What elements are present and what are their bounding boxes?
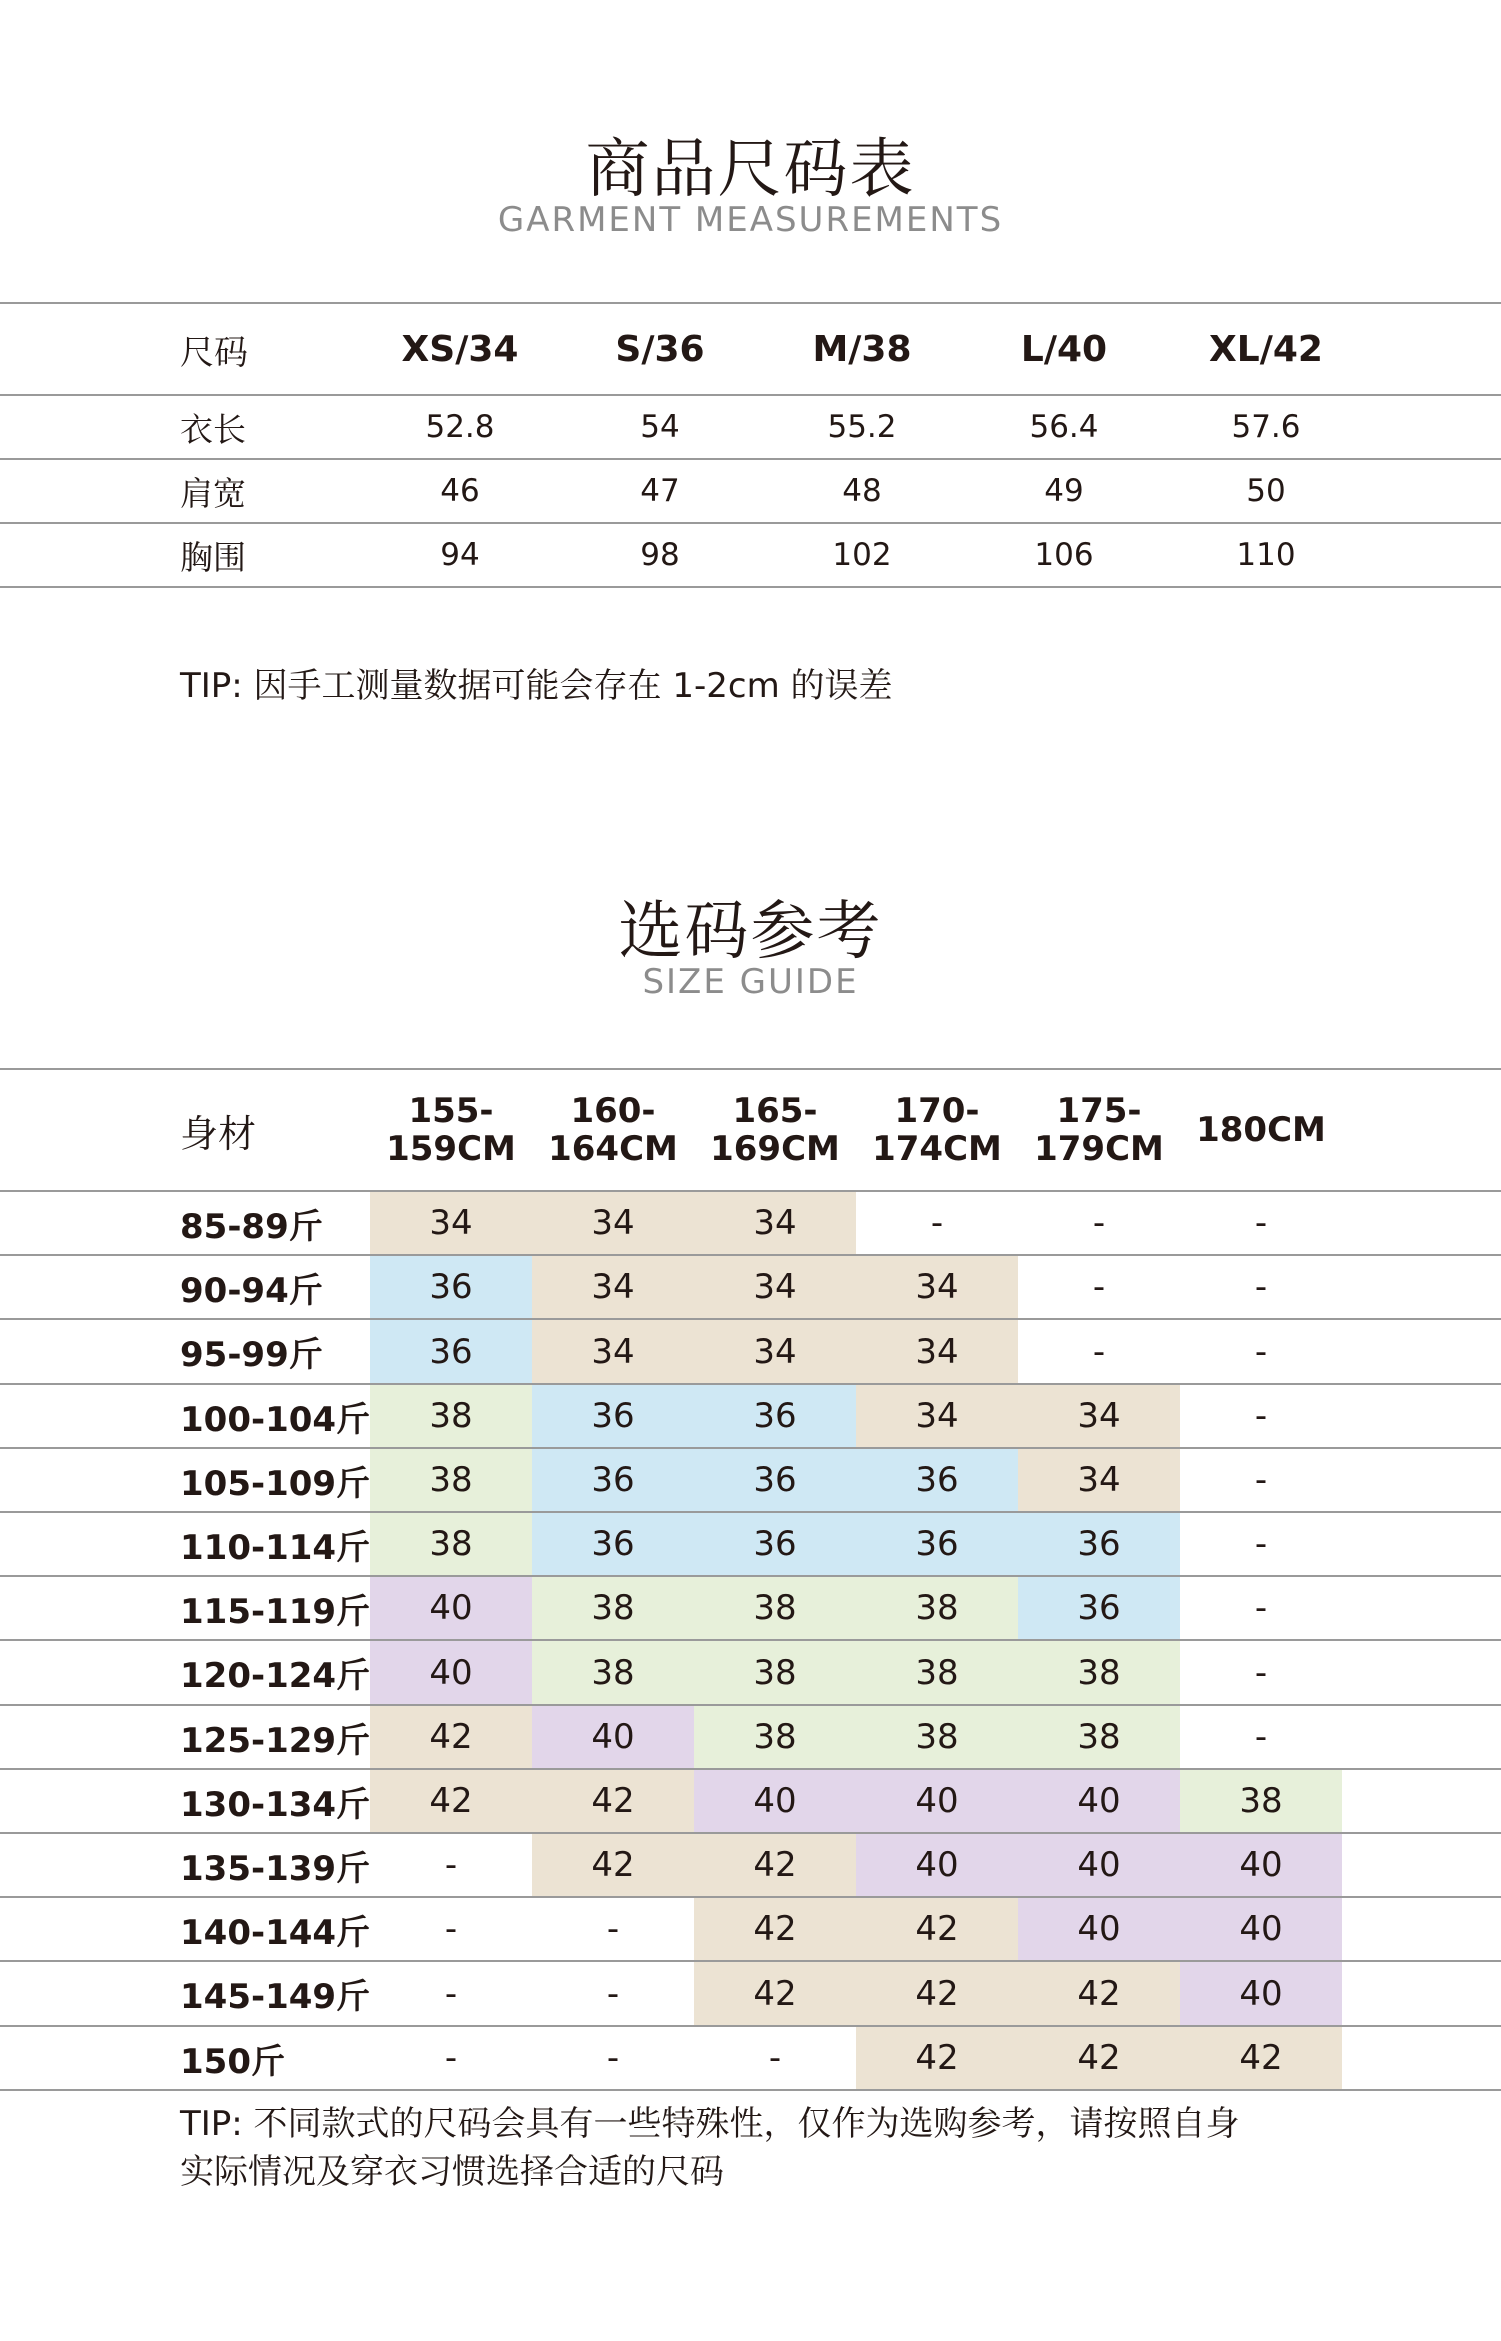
measurement-value: 56.4 <box>1029 409 1099 445</box>
measurement-value: 47 <box>640 473 680 509</box>
size-guide-tip-line2: 实际情况及穿衣习惯选择合适的尺码 <box>180 2152 724 2192</box>
weight-range-label: 150斤 <box>180 2041 285 2082</box>
measurement-label: 胸围 <box>180 537 246 577</box>
weight-range-label: 130-134斤 <box>180 1784 371 1825</box>
measurement-value: 57.6 <box>1231 409 1301 445</box>
size-guide-subtitle: SIZE GUIDE <box>642 962 859 1002</box>
measurement-value: 54 <box>640 409 680 445</box>
height-range-start: 175- <box>1056 1091 1142 1131</box>
measurement-value: 102 <box>832 537 892 573</box>
measurement-value: 110 <box>1236 537 1296 573</box>
size-cell-empty: - <box>444 1909 458 1949</box>
size-cell: 34 <box>532 1192 694 1254</box>
size-cell-empty: - <box>1092 1203 1106 1243</box>
size-cell: 40 <box>1018 1898 1180 1960</box>
height-column-header <box>370 1070 532 1190</box>
size-cell: 40 <box>1018 1834 1180 1896</box>
size-cell: 34 <box>856 1320 1018 1383</box>
size-cell: 42 <box>532 1770 694 1832</box>
size-cell: 36 <box>856 1449 1018 1511</box>
height-range-end: 164CM <box>548 1129 678 1169</box>
size-cell: 42 <box>1018 1962 1180 2025</box>
size-cell: 36 <box>694 1449 856 1511</box>
size-cell-empty: - <box>1254 1460 1268 1500</box>
size-cell-empty: - <box>1092 1331 1106 1372</box>
weight-range-label: 125-129斤 <box>180 1720 371 1761</box>
size-cell: 36 <box>370 1256 532 1318</box>
size-column-header: XS/34 <box>401 328 519 370</box>
weight-range-label: 105-109斤 <box>180 1463 371 1504</box>
size-cell-empty: - <box>1254 1203 1268 1243</box>
size-cell-empty: - <box>606 2038 620 2078</box>
size-cell: 34 <box>532 1256 694 1318</box>
size-cell: 36 <box>532 1385 694 1447</box>
height-range-start: 170- <box>894 1091 980 1131</box>
measurement-value: 55.2 <box>827 409 897 445</box>
size-cell: 38 <box>856 1641 1018 1704</box>
size-cell-empty: - <box>1254 1652 1268 1693</box>
size-cell: 36 <box>532 1449 694 1511</box>
size-cell: 42 <box>856 1962 1018 2025</box>
measurement-value: 52.8 <box>425 409 495 445</box>
size-cell: 38 <box>856 1577 1018 1639</box>
size-cell: 40 <box>370 1577 532 1639</box>
size-cell: 34 <box>856 1385 1018 1447</box>
weight-range-label: 115-119斤 <box>180 1591 371 1632</box>
size-cell: 40 <box>1018 1770 1180 1832</box>
height-range-end: 159CM <box>386 1129 516 1169</box>
weight-range-label: 145-149斤 <box>180 1977 371 2017</box>
weight-range-label: 95-99斤 <box>180 1335 323 1375</box>
height-column-header <box>1018 1070 1180 1190</box>
size-cell: 34 <box>1018 1449 1180 1511</box>
size-cell: 36 <box>856 1513 1018 1575</box>
measurement-value: 49 <box>1044 473 1084 509</box>
size-cell: 38 <box>370 1449 532 1511</box>
size-cell: 42 <box>532 1834 694 1896</box>
size-cell: 34 <box>694 1320 856 1383</box>
size-cell: 42 <box>694 1898 856 1960</box>
size-cell: 40 <box>856 1770 1018 1832</box>
measurement-value: 46 <box>440 473 480 509</box>
size-cell: 42 <box>370 1770 532 1832</box>
size-cell: 38 <box>856 1706 1018 1768</box>
weight-range-label: 110-114斤 <box>180 1527 371 1568</box>
measurement-value: 98 <box>640 537 680 573</box>
size-column-header: S/36 <box>615 328 705 370</box>
size-cell: 36 <box>694 1513 856 1575</box>
size-cell: 38 <box>532 1577 694 1639</box>
size-cell: 34 <box>694 1256 856 1318</box>
size-cell: 34 <box>1018 1385 1180 1447</box>
height-range-start: 160- <box>570 1091 656 1131</box>
size-cell-empty: - <box>1254 1331 1268 1372</box>
size-cell: 42 <box>1180 2027 1342 2089</box>
size-cell: 36 <box>370 1320 532 1383</box>
size-cell: 34 <box>532 1320 694 1383</box>
size-cell: 42 <box>1018 2027 1180 2089</box>
size-cell: 42 <box>370 1706 532 1768</box>
height-column-header <box>1180 1070 1342 1190</box>
size-cell-empty: - <box>444 1845 458 1885</box>
size-cell-empty: - <box>930 1203 944 1243</box>
size-cell-empty: - <box>1092 1267 1106 1307</box>
size-cell: 38 <box>1180 1770 1342 1832</box>
size-cell: 40 <box>856 1834 1018 1896</box>
size-cell: 40 <box>370 1641 532 1704</box>
measurement-label: 肩宽 <box>180 473 246 513</box>
size-cell: 36 <box>532 1513 694 1575</box>
height-column-header <box>856 1070 1018 1190</box>
measurement-tip: TIP: 因手工测量数据可能会存在 1-2cm 的误差 <box>180 666 893 706</box>
size-cell-empty: - <box>444 1973 458 2014</box>
size-cell-empty: - <box>1254 1588 1268 1628</box>
size-column-header: XL/42 <box>1209 328 1323 370</box>
size-cell: 42 <box>856 2027 1018 2089</box>
measurement-value: 94 <box>440 537 480 573</box>
size-cell: 40 <box>694 1770 856 1832</box>
size-cell: 40 <box>1180 1834 1342 1896</box>
height-column-header <box>532 1070 694 1190</box>
size-cell-empty: - <box>1254 1717 1268 1757</box>
size-cell-empty: - <box>768 2038 782 2078</box>
size-cell: 34 <box>694 1192 856 1254</box>
size-cell: 38 <box>1018 1706 1180 1768</box>
garment-table-title: 商品尺码表 <box>585 133 916 207</box>
size-cell-empty: - <box>606 1973 620 2014</box>
measurement-value: 48 <box>842 473 882 509</box>
height-range-end: 174CM <box>872 1129 1002 1169</box>
size-column-header: L/40 <box>1020 328 1108 370</box>
weight-range-label: 140-144斤 <box>180 1912 371 1953</box>
size-cell: 38 <box>370 1385 532 1447</box>
size-guide-title: 选码参考 <box>618 895 883 969</box>
size-cell: 36 <box>1018 1577 1180 1639</box>
size-guide-tip-line1: TIP: 不同款式的尺码会具有一些特殊性，仅作为选购参考，请按照自身 <box>180 2104 1240 2144</box>
size-cell: 36 <box>694 1385 856 1447</box>
garment-table-subtitle: GARMENT MEASUREMENTS <box>497 200 1004 240</box>
height-column-header <box>694 1070 856 1190</box>
height-range-end: 169CM <box>710 1129 840 1169</box>
size-cell: 38 <box>694 1706 856 1768</box>
measurement-value: 50 <box>1246 473 1286 509</box>
size-cell-empty: - <box>606 1909 620 1949</box>
size-cell: 38 <box>1018 1641 1180 1704</box>
build-header-label: 身材 <box>180 1111 257 1156</box>
weight-range-label: 120-124斤 <box>180 1656 371 1696</box>
weight-range-label: 85-89斤 <box>180 1206 323 1247</box>
size-cell: 42 <box>694 1962 856 2025</box>
weight-range-label: 90-94斤 <box>180 1270 323 1311</box>
size-cell: 38 <box>694 1641 856 1704</box>
table-rule <box>0 586 1501 588</box>
size-cell: 42 <box>694 1834 856 1896</box>
size-cell-empty: - <box>444 2038 458 2078</box>
size-cell: 34 <box>856 1256 1018 1318</box>
size-cell: 40 <box>532 1706 694 1768</box>
size-cell: 38 <box>532 1641 694 1704</box>
height-range-start: 165- <box>732 1091 818 1131</box>
height-range-start: 180CM <box>1196 1110 1326 1150</box>
table-rule <box>0 2089 1501 2091</box>
weight-range-label: 135-139斤 <box>180 1848 371 1889</box>
size-cell-empty: - <box>1254 1524 1268 1564</box>
weight-range-label: 100-104斤 <box>180 1399 371 1440</box>
size-cell-empty: - <box>1254 1396 1268 1436</box>
size-header-label: 尺码 <box>180 332 248 373</box>
height-range-end: 179CM <box>1034 1129 1164 1169</box>
size-cell: 38 <box>370 1513 532 1575</box>
size-cell: 36 <box>1018 1513 1180 1575</box>
size-cell-empty: - <box>1254 1267 1268 1307</box>
height-range-start: 155- <box>408 1091 494 1131</box>
size-cell: 40 <box>1180 1962 1342 2025</box>
size-cell: 34 <box>370 1192 532 1254</box>
measurement-value: 106 <box>1034 537 1094 573</box>
measurement-label: 衣长 <box>180 409 246 449</box>
size-cell: 42 <box>856 1898 1018 1960</box>
size-cell: 40 <box>1180 1898 1342 1960</box>
size-cell: 38 <box>694 1577 856 1639</box>
size-column-header: M/38 <box>812 328 912 370</box>
